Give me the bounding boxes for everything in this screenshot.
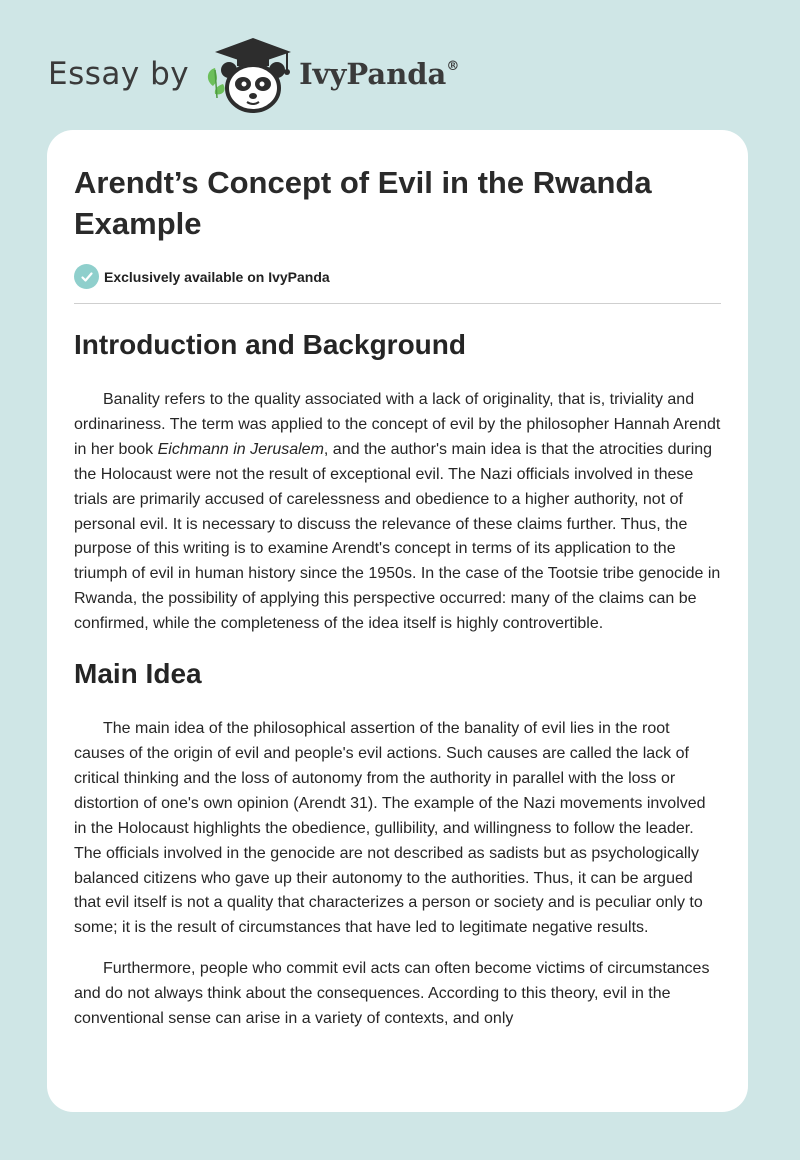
brand-text: IvyPanda [299, 57, 447, 91]
check-circle-icon [74, 264, 99, 289]
exclusive-badge-label: Exclusively available on IvyPanda [104, 268, 330, 285]
exclusive-badge [74, 264, 721, 289]
registered-mark: ® [446, 59, 460, 74]
paragraph-text: Banality refers to the quality associated with a lack of originality, that is, triviality and ordinariness. The term was applied to the concept of evil by the philosopher Hannah Arendt in her book [74, 391, 721, 458]
book-title: Eichmann in Jerusalem [157, 440, 324, 458]
brand-name[interactable] [299, 57, 459, 91]
essay-title: Arendt’s Concept of Evil in the Rwanda Example [74, 165, 652, 241]
title-divider [74, 303, 721, 304]
section-heading: Main Idea [74, 658, 202, 690]
body-paragraph: Furthermore, people who commit evil acts can often become victims of circumstances and do not always think about the consequences. According to this theory, evil in the conventional sense can arise in a variety of contexts, and only [74, 960, 710, 1028]
panda-logo-icon[interactable] [203, 34, 295, 114]
essay-card [47, 130, 748, 1112]
site-header [48, 34, 459, 114]
body-paragraph [74, 388, 721, 637]
section-heading: Introduction and Background [74, 329, 466, 360]
essay-by-label: Essay by [48, 56, 190, 92]
body-paragraph: The main idea of the philosophical assertion of the banality of evil lies in the root causes of the origin of evil and people's evil actions. Such causes are called the lack of critical thinking and the loss of autonomy from the authority in parallel with the loss or distortion of one's own opinion (Arendt 31). The example of the Nazi movements involved in the Holocaust highlights the obedience, gullibility, and willingness to follow the leader. The officials involved in the genocide are not described as sadists but as psychologically balanced citizens who gave up their autonomy to the authorities. Thus, it can be argued that evil itself is not a quality that characterizes a person or society and is peculiar only to some; it is the result of circumstances that have led to legitimate negative results. [74, 720, 706, 937]
paragraph-text: , and the author's main idea is that the atrocities during the Holocaust were not the result of exceptional evil. The Nazi officials involved in these trials are primarily accused of carelessness and obedience to a higher authority, not of personal evil. It is necessary to discuss the relevance of these claims further. Thus, the purpose of this writing is to examine Arendt's concept in terms of its application to the triumph of evil in human history since the 1950s. In the case of the Tootsie tribe genocide in Rwanda, the possibility of applying this perspective occurred: many of the claims can be confirmed, while the completeness of the idea itself is highly controvertible. [74, 440, 721, 633]
